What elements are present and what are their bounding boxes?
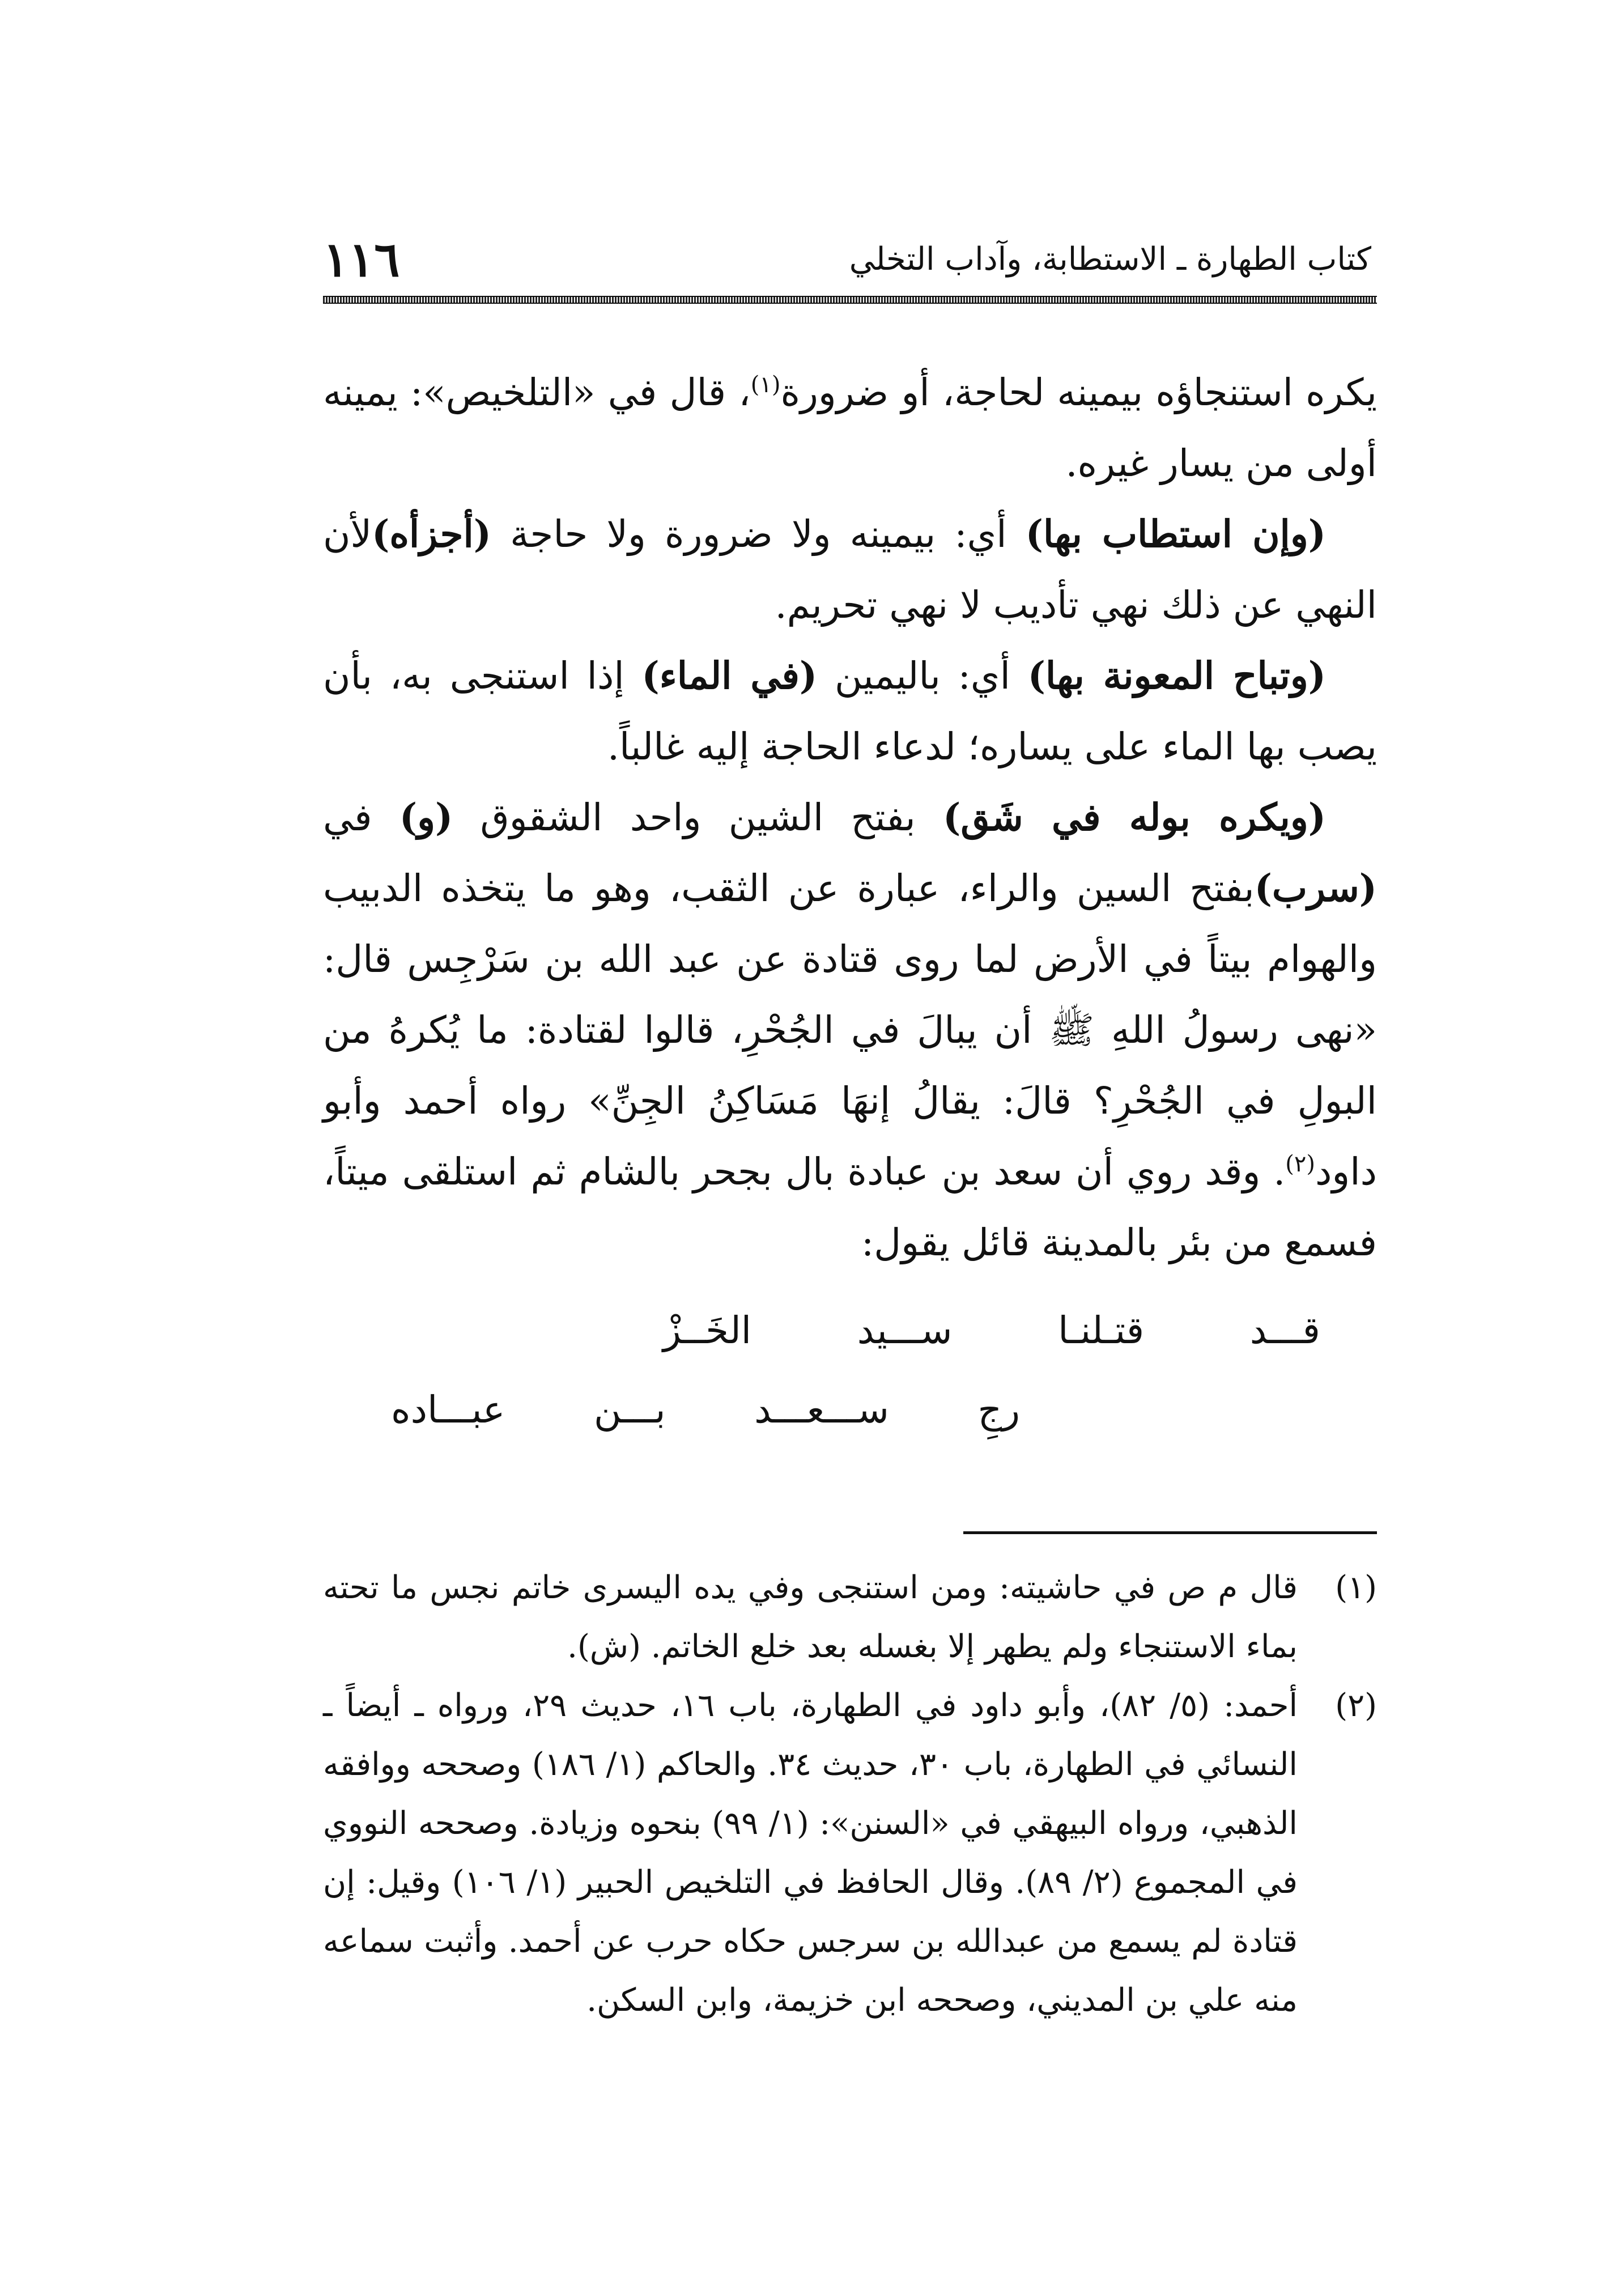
- p4-text-d: . وقد روي أن سعد بن عبادة بال بجحر بالشام ثم استلقى ميتاً، فسمع من بئر بالمدينة قائل يقول:: [323, 1150, 1377, 1264]
- p2-bold-lemma: (وإن استطاب بها): [1025, 512, 1326, 556]
- p1-text-after: ، قال في «التلخيص»: يمينه أولى من يسار غيره.: [323, 371, 1377, 485]
- footnote-text: قال م ص في حاشيته: ومن استنجى وفي يده اليسرى خاتم نجس ما تحته بماء الاستنجاء ولم يطهر إلا بغسله بعد خلع الخاتم. (ش).: [323, 1569, 1298, 1665]
- footnote-1: [323, 1559, 1377, 1676]
- footnote-number: (١): [1335, 1569, 1377, 1606]
- p4-text-b: في: [323, 796, 399, 839]
- p3-bold-lemma: (وتباح المعونة بها): [1027, 653, 1326, 698]
- p3-text-b: إذا استنجى به، بأن يصب بها الماء على يساره؛ لدعاء الحاجة إليه غالباً.: [323, 654, 1377, 768]
- page-number: ١١٦: [323, 231, 400, 287]
- footnotes: [323, 1559, 1377, 2030]
- p2-bold-lemma-2: (أجزأه): [372, 512, 492, 556]
- footnote-2: [323, 1676, 1377, 2030]
- verse-line-2: رجِ ســـعـــد بـــن عبـــاده: [391, 1388, 1020, 1432]
- footnote-separator: [963, 1531, 1377, 1534]
- p4-text-c: بفتح السين والراء، عبارة عن الثقب، وهو ما يتخذه الدبيب والهوام بيتاً في الأرض لما روى قتادة عن عبد الله بن سَرْجِس قال: «نهى رسولُ اللهِ ﷺ أن يبالَ في الجُحْرِ، قالوا لقتادة: ما يُكرهُ من البولِ في الجُحْرِ؟ قالَ: يقالُ إنهَا مَسَاكِنُ الجِنِّ» رواه أحمد وأبو داود: [323, 867, 1377, 1194]
- p1-text: يكره استنجاؤه بيمينه لحاجة، أو ضرورة: [780, 371, 1377, 414]
- footnote-ref-1[interactable]: (١): [750, 372, 781, 398]
- p3-bold-lemma-2: (في الماء): [641, 653, 818, 698]
- verse-line-1: قـــد قتـلنـا ســـيد الخَــزْ: [663, 1309, 1320, 1352]
- p4-bold-lemma: (ويكره بوله في شَق): [943, 795, 1326, 839]
- p2-text-a: أي: بيمينه ولا ضرورة ولا حاجة: [491, 512, 1026, 556]
- main-text: [323, 357, 1377, 1278]
- footnote-text: أحمد: (٥/ ٨٢)، وأبو داود في الطهارة، باب ١٦، حديث ٢٩، ورواه ـ أيضاً ـ النسائي في الطهارة، باب ٣٠، حديث ٣٤. والحاكم (١/ ١٨٦) وصححه ووافقه الذهبي، ورواه البيهقي في «السنن»: (١/ ٩٩) بنحوه وزيادة. وصححه النووي في المجموع (٢/ ٨٩). وقال الحافظ في التلخيص الحبير (١/ ١٠٦) وقيل: إن قتادة لم يسمع من عبدالله بن سرجس حكاه حرب عن أحمد. وأثبت سماعه منه علي بن المديني، وصححه ابن خزيمة، وابن السكن.: [323, 1687, 1298, 2019]
- header-rule: [323, 296, 1377, 304]
- footnote-number: (٢): [1335, 1687, 1377, 1724]
- p2-text-b: لأن النهي عن ذلك نهي تأديب لا نهي تحريم.: [323, 512, 1377, 627]
- p4-bold-lemma-2: (و): [399, 795, 453, 839]
- paragraph-2: [323, 499, 1377, 640]
- paragraph-1: [323, 357, 1377, 499]
- p4-text-a: بفتح الشين واحد الشقوق: [453, 796, 943, 839]
- p3-text-a: أي: باليمين: [817, 654, 1028, 698]
- running-title: كتاب الطهارة ـ الاستطابة، وآداب التخلي: [849, 241, 1371, 278]
- p4-bold-lemma-3: (سرب): [1254, 866, 1377, 910]
- paragraph-3: [323, 640, 1377, 782]
- footnote-ref-2[interactable]: (٢): [1285, 1151, 1315, 1177]
- paragraph-4: [323, 782, 1377, 1278]
